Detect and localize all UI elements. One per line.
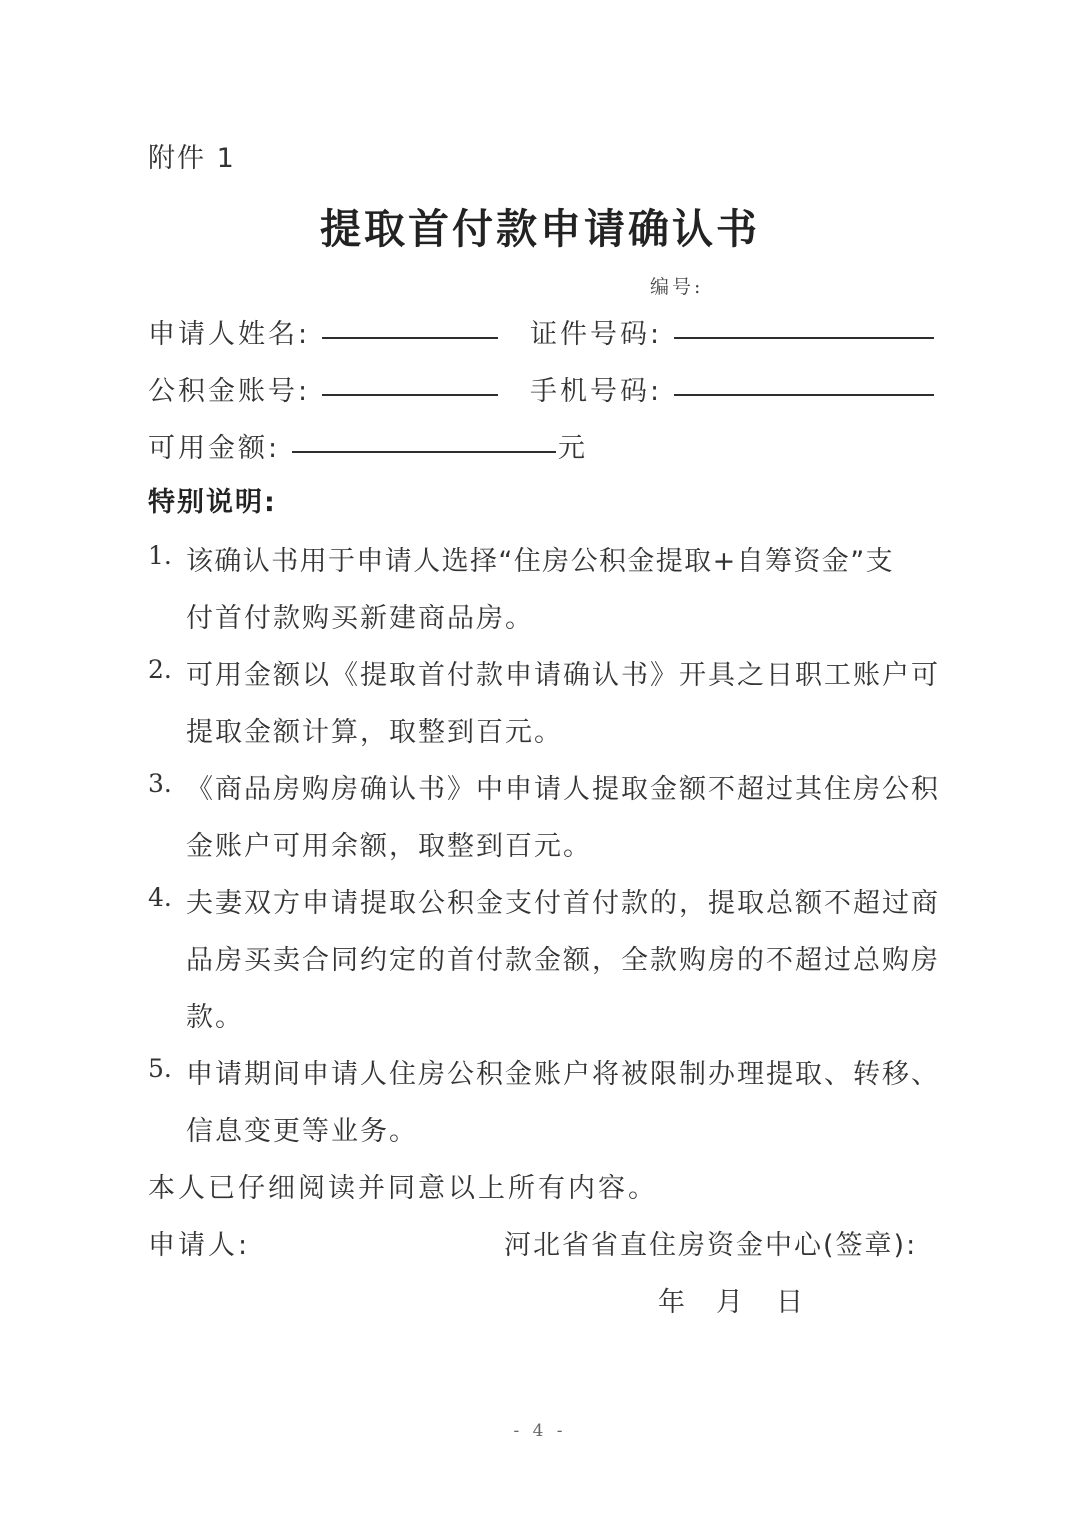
date-year: 年 <box>658 1287 685 1318</box>
amount-unit: 元 <box>558 433 588 464</box>
note-line: 金账户可用余额，取整到百元。 <box>186 831 592 862</box>
note-number: 1. <box>148 541 172 570</box>
note-number: 2. <box>148 655 172 684</box>
attachment-label: 附件 1 <box>148 143 236 174</box>
note-line: 付首付款购买新建商品房。 <box>186 603 534 634</box>
fund-account-blank[interactable] <box>322 394 498 396</box>
note-line: 该确认书用于申请人选择“住房公积金提取+自筹资金”支 <box>186 546 894 577</box>
note-line: 可用金额以《提取首付款申请确认书》开具之日职工账户可 <box>186 660 940 691</box>
applicant-name-blank[interactable] <box>322 337 498 339</box>
note-line: 提取金额计算，取整到百元。 <box>186 717 563 748</box>
note-line: 申请期间申请人住房公积金账户将被限制办理提取、转移、 <box>186 1059 940 1090</box>
note-line: 夫妻双方申请提取公积金支付首付款的，提取总额不超过商 <box>186 888 940 919</box>
notes-title: 特别说明: <box>148 487 277 518</box>
id-number-label: 证件号码: <box>530 319 663 350</box>
note-line: 信息变更等业务。 <box>186 1116 418 1147</box>
serial-number-label: 编号: <box>650 276 704 298</box>
mobile-blank[interactable] <box>674 394 934 396</box>
date-month: 月 <box>716 1287 743 1318</box>
note-line: 款。 <box>186 1002 244 1033</box>
note-number: 4. <box>148 883 172 912</box>
date-day: 日 <box>776 1287 803 1318</box>
available-amount-label: 可用金额: <box>148 433 281 464</box>
agreement-statement: 本人已仔细阅读并同意以上所有内容。 <box>148 1173 658 1204</box>
document-title: 提取首付款申请确认书 <box>320 205 760 253</box>
note-number: 5. <box>148 1054 172 1083</box>
note-number: 3. <box>148 769 172 798</box>
note-line: 《商品房购房确认书》中申请人提取金额不超过其住房公积 <box>186 774 940 805</box>
mobile-label: 手机号码: <box>530 376 663 407</box>
applicant-signature-label: 申请人: <box>148 1230 251 1261</box>
page-number: - 4 - <box>513 1421 567 1441</box>
applicant-name-label: 申请人姓名: <box>148 319 311 350</box>
id-number-blank[interactable] <box>674 337 934 339</box>
center-seal-label: 河北省省直住房资金中心(签章): <box>504 1230 918 1261</box>
fund-account-label: 公积金账号: <box>148 376 311 407</box>
available-amount-blank[interactable] <box>292 451 556 453</box>
note-line: 品房买卖合同约定的首付款金额，全款购房的不超过总购房 <box>186 945 940 976</box>
